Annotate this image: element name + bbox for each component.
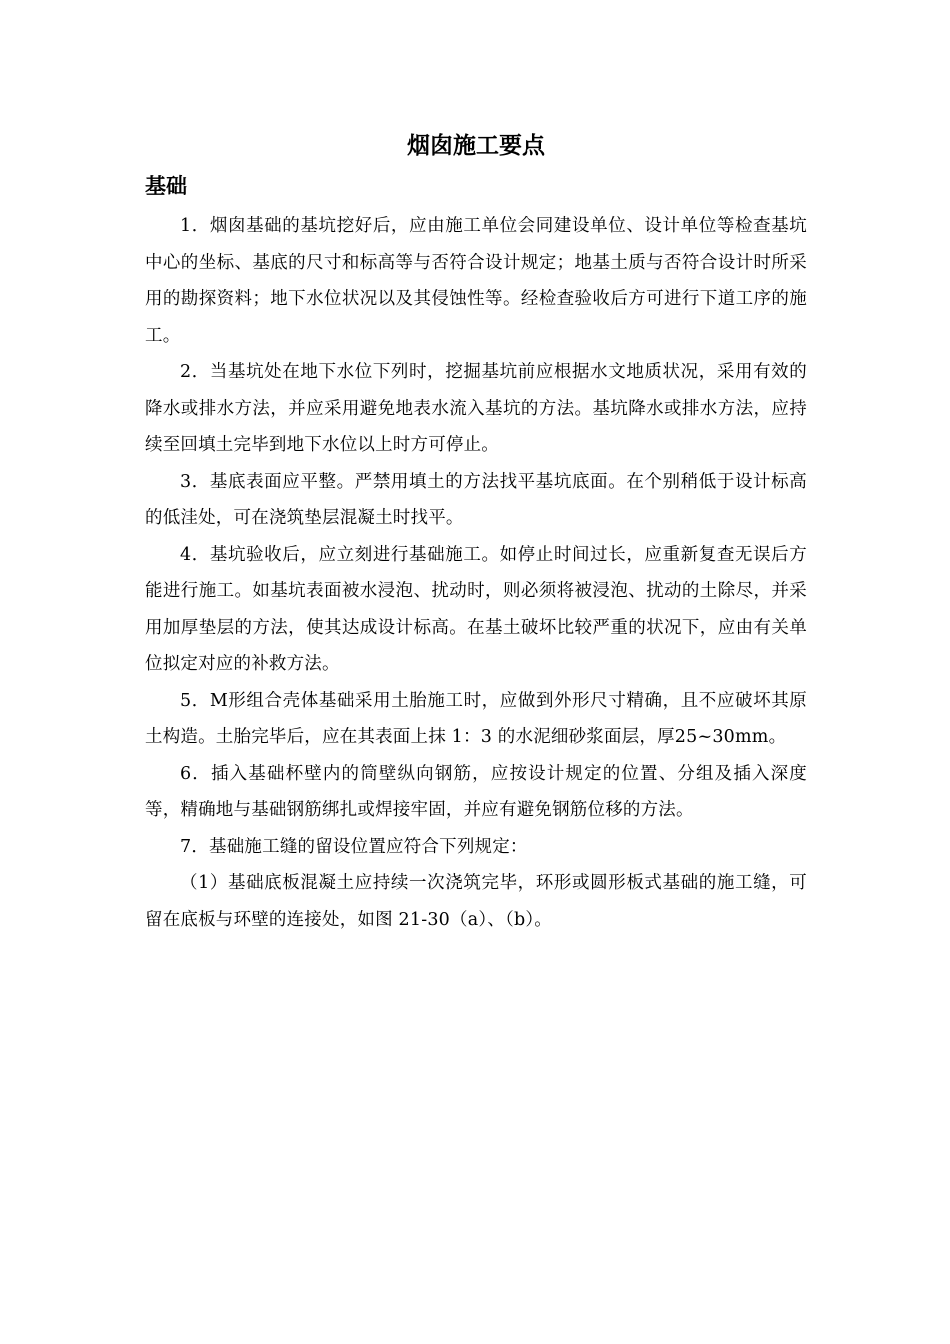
paragraph-5: 5．M形组合壳体基础采用土胎施工时，应做到外形尺寸精确，且不应破坏其原土构造。土胎完毕后，应在其表面上抹 1：3 的水泥细砂浆面层，厚25~30mm。	[145, 690, 807, 747]
paragraph-4: 4．基坑验收后，应立刻进行基础施工。如停止时间过长，应重新复查无误后方能进行施工。如基坑表面被水浸泡、扰动时，则必须将被浸泡、扰动的土除尽，并采用加厚垫层的方法，使其达成设计标高。在基土破坏比较严重的状况下，应由有关单位拟定对应的补救方法。	[145, 544, 807, 674]
paragraph-7-1: （1）基础底板混凝土应持续一次浇筑完毕，环形或圆形板式基础的施工缝，可留在底板与环壁的连接处，如图 21-30（a）、（b）。	[145, 873, 807, 930]
paragraph-7: 7．基础施工缝的留设位置应符合下列规定：	[180, 836, 528, 857]
paragraph-1: 1．烟囱基础的基坑挖好后，应由施工单位会同建设单位、设计单位等检查基坑中心的坐标、基底的尺寸和标高等与否符合设计规定；地基土质与否符合设计时所采用的勘探资料；地下水位状况以及其侵蚀性等。经检查验收后方可进行下道工序的施工。	[145, 216, 807, 346]
paragraph-2: 2．当基坑处在地下水位下列时，挖掘基坑前应根据水文地质状况，采用有效的降水或排水方法，并应采用避免地表水流入基坑的方法。基坑降水或排水方法，应持续至回填土完毕到地下水位以上时方可停止。	[145, 362, 807, 455]
paragraph-6: 6．插入基础杯壁内的筒壁纵向钢筋，应按设计规定的位置、分组及插入深度等，精确地与基础钢筋绑扎或焊接牢固，并应有避免钢筋位移的方法。	[145, 763, 807, 820]
section-heading: 基础	[145, 174, 187, 198]
paragraph-3: 3．基底表面应平整。严禁用填土的方法找平基坑底面。在个别稍低于设计标高的低洼处，可在浇筑垫层混凝土时找平。	[145, 471, 807, 528]
document-title: 烟囱施工要点	[407, 132, 545, 159]
document-page	[145, 128, 807, 938]
